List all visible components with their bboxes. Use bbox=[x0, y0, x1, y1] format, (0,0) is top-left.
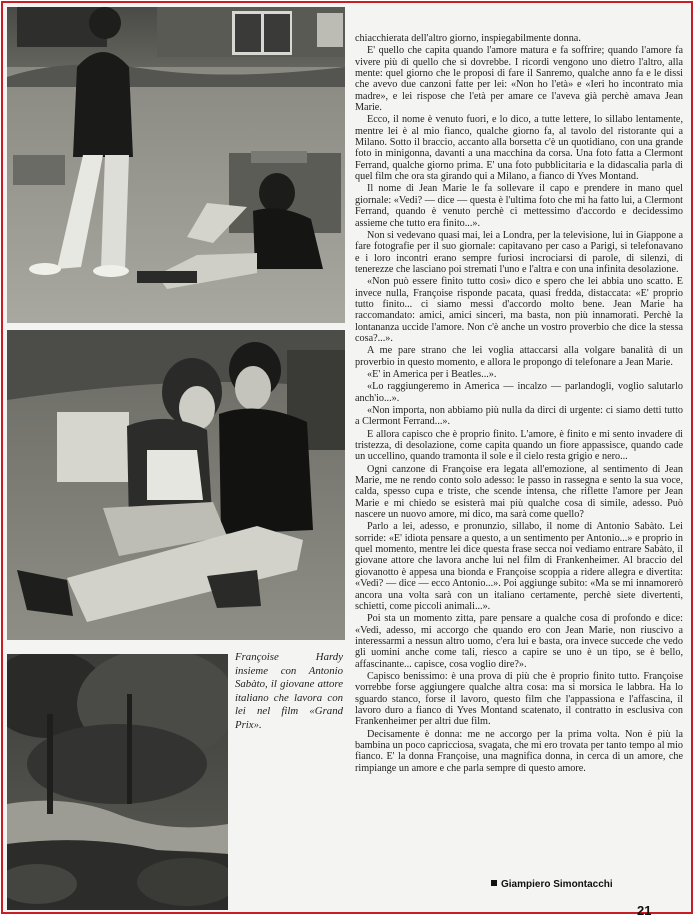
article-paragraph: «Non può essere finito tutto così» dico e spero che lei abbia uno scatto. E invece nulla, Françoise risponde pacata, quasi fredda, distaccata: «E' proprio tutto finito... ci siamo messi d'accordo molto bene. Jean Marie ha raccomandato: amici, amici sinceri, ma basta, non più innamorati. Perchè la lontananza uccide l'amore. Non c'è anche un vostro proverbio che dice la stessa cosa?...». bbox=[355, 276, 683, 344]
article-paragraph: Non si vedevano quasi mai, lei a Londra, per la televisione, lui in Giappone a fare fotografie per il suo giornale: capitavano per caso a Parigi, si telefonavano e i loro incontri erano sempre furiosi incrociarsi di parole, di silenzi, di tenerezze che lasciano poi stremati l'uno e l'altra e con una infinita desolazione. bbox=[355, 229, 683, 275]
article-paragraph: E' quello che capita quando l'amore matura e fa soffrire; quando l'amore fa vivere più di quello che si dovrebbe. I ricordi vengono uno dietro l'altro, alla mente: quel giorno che le proposi di fare il Sanremo, qualche anno fa e le dissi che avevo due canzoni fatte per lei: «Non ho l'età» e «Ieri ho incontrato mia madre», e lei rispose che l'età per amare ce l'aveva già perchè amava Jean Marie. bbox=[355, 45, 683, 114]
photo-caption: Françoise Hardy insieme con Antonio Sabàto, il giovane attore italiano che lavora con lei nel film «Grand Prix». bbox=[235, 651, 343, 731]
article-paragraph: «Non importa, non abbiamo più nulla da dirci di urgente: ci siamo detti tutto a Clermont Ferrand...». bbox=[355, 405, 683, 428]
article-paragraph: Parlo a lei, adesso, e pronunzio, sillabo, il nome di Antonio Sabàto. Lei sorride: «E' idiota pensare a questo, a un sentimento per Antonio...» e proprio in quel momento, mentre lei dice questa frase secca noi vediamo entrare Sabàto, il giovane attore che lavora anche lui nel film di Frankenheimer. Al braccio del giovanotto è appesa una bionda e Françoise scoppia a ridere allegra e divertita: «Vedi? — dice — ecco Antonio...». Poi aggiunge subito: «Ma se mi innamorerò ancora una volta sarà con un italiano certamente, perchè siete divertenti, schietti, come piccoli animali...». bbox=[355, 521, 683, 612]
photo-river-landscape bbox=[7, 654, 228, 910]
article-paragraph: chiacchierata dell'altro giorno, inspiegabilmente donna. bbox=[355, 33, 581, 44]
article-paragraph: Poi sta un momento zitta, pare pensare a qualche cosa di profondo e dice: «Vedi, adesso, mi accorgo che quando ero con Jean Marie, non riuscivo a interessarmi a nessun altro uomo, c'era lui e basta, ora invece succede che vedo gli uomini anche come tali, riesco a capire se uno è un tipo, se è bello, affascinante... capisce, cosa voglio dire?». bbox=[355, 613, 683, 670]
article-paragraph: Decisamente è donna: me ne accorgo per la prima volta. Non è più la bambina un poco capricciosa, svagata, che mi ero trovata per tanto tempo al mio fianco. E' la donna Françoise, una magnifica donna, in cerca di un amore, che rimpiange un amore e che parla sempre di questo amore. bbox=[355, 728, 683, 774]
page-number: 21 bbox=[637, 903, 652, 918]
article-paragraph: «Lo raggiungeremo in America — incalzo — parlandogli, voglio salutarlo anch'io...». bbox=[355, 381, 683, 404]
article-paragraph: Il nome di Jean Marie le fa sollevare il capo e prendere in mano quel giornale: «Vedi? — dice — questa è l'ultima foto che mi ha fatto lui, a Clermont Ferrand, quando è venuto perchè ci mettessimo d'accordo e decidessimo assieme che tutto era finito...». bbox=[355, 183, 683, 229]
article-body bbox=[355, 33, 683, 775]
article-paragraph: E allora capisco che è proprio finito. L'amore, è finito e mi sento invadere di tristezza, di desolazione, come capita quando un fiore appassisce, quando cade un uccellino, quando tramonta il sole e il cielo resta grigio e nero... bbox=[355, 428, 683, 463]
bullet-square-icon bbox=[491, 880, 497, 886]
article-paragraph: Capisco benissimo: è una prova di più che è proprio finito tutto. Françoise vorrebbe forse aggiungere qualche altra cosa: ma si morsica le labbra. Ha lo sguardo stanco, forse il lavoro, questo film che l'appassiona e l'affascina, il lavoro duro a fianco di Yves Montand scatenato, il contratto in esclusiva con Frankenheimer per altri due film. bbox=[355, 670, 683, 728]
author-name: Giampiero Simontacchi bbox=[501, 879, 613, 890]
article-paragraph: A me pare strano che lei voglia attaccarsi alla volgare banalità di un proverbio in questo momento, e allora le propongo di telefonare a Jean Marie. bbox=[355, 345, 683, 368]
photo-couple-seated bbox=[7, 330, 345, 640]
article-paragraph: Ogni canzone di Françoise era legata all'emozione, al sentimento di Jean Marie, me ne rendo conto solo adesso: le passo in rassegna e sento la sua voce, calda, spesso cupa e triste, che scende intensa, che riflette l'amore per Jean Marie e mi chiedo se esisterà mai più qualche cosa di simile, adesso. Può nascere un nuovo amore, mi dico, ma sarà come quello? bbox=[355, 463, 683, 521]
page-frame bbox=[1, 1, 693, 918]
author-byline bbox=[491, 879, 613, 890]
article-paragraph: «E' in America per i Beatles...». bbox=[367, 368, 497, 380]
article-paragraph: Ecco, il nome è venuto fuori, e lo dico, a tutte lettere, lo sillabo lentamente, mentre lei è al mio fianco, qualche giorno fa, al tavolo del ristorante qui a Milano. Sotto il braccio, accanto alla borsetta c'è un quotidiano, con una grande foto in minigonna, davanti a una macchina da corsa. Una foto fatta a Clermont Ferrand, qualche giorno prima. E' una foto pubblicitaria e la didascalia parla di quel film che ora sta girando qui a Milano, a fianco di Yves Montand. bbox=[355, 114, 683, 183]
photo-couple-on-lawn bbox=[7, 7, 345, 323]
